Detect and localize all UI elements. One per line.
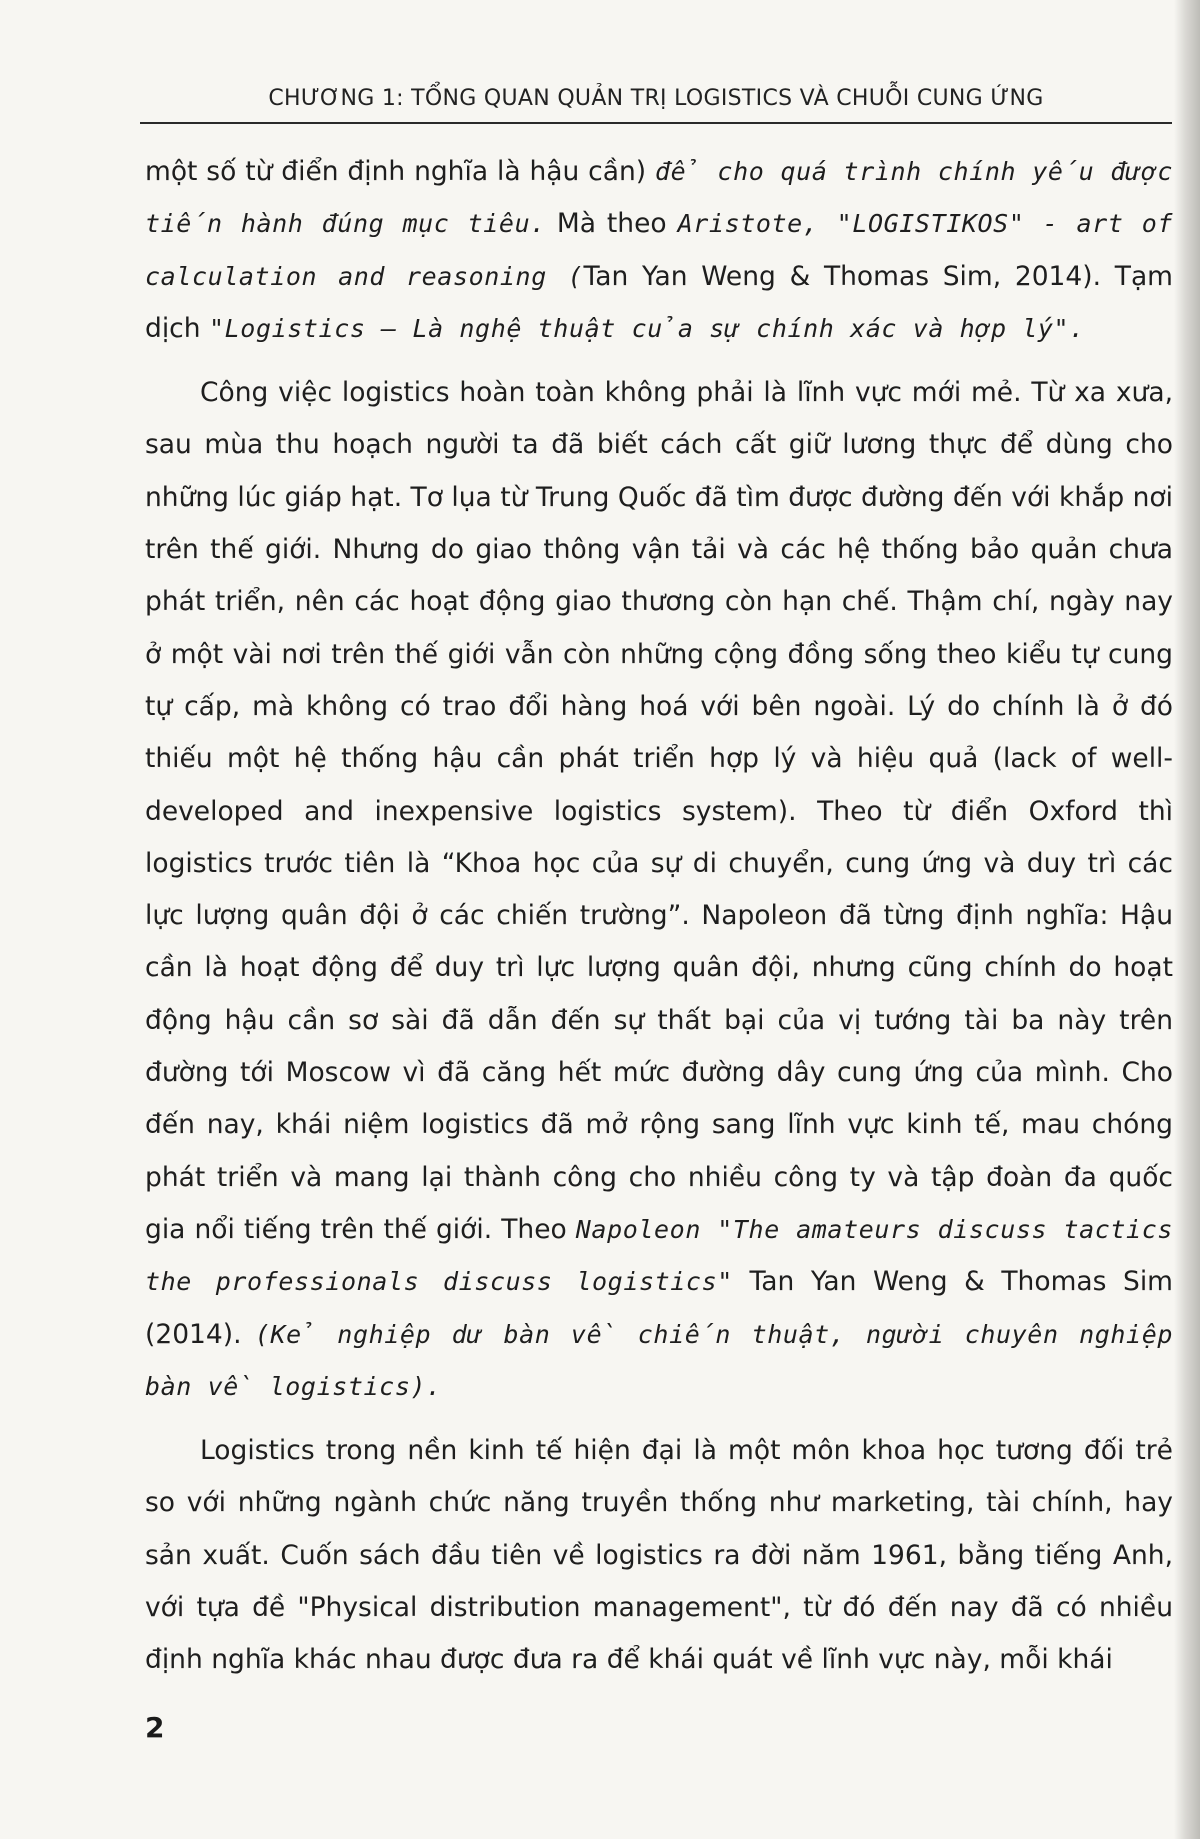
italic-text-segment: Aristote, "LOGISTIKOS" - art of calculation and reasoning ( — [145, 209, 1173, 291]
italic-text-segment: để cho quá trình chính yếu được tiến hành đúng mục tiêu. — [145, 157, 1173, 239]
text-segment: một số từ điển định nghĩa là hậu cần) — [145, 156, 655, 187]
text-segment: Logistics trong nền kinh tế hiện đại là một môn khoa học tương đối trẻ so với những ngành chức năng truyền thống như marketing, tài chính, hay sản xuất. Cuốn sách đầu tiên về logistics ra đời năm 1961, bằng tiếng Anh, với tựa đề "Physical distribution management", từ đó đến nay đã có nhiều định nghĩa khác nhau được đưa ra để khái quát về lĩnh vực này, mỗi khái — [145, 1435, 1173, 1676]
italic-text-segment: (Kẻ nghiệp dư bàn về chiến thuật, người chuyên nghiệp bàn về logistics). — [145, 1319, 1174, 1401]
book-spine-shadow — [1174, 0, 1200, 1839]
paragraph — [145, 1425, 1173, 1686]
chapter-header: CHƯƠNG 1: TỔNG QUAN QUẢN TRỊ LOGISTICS VÀ CHUỖI CUNG ỨNG — [268, 86, 1044, 111]
text-segment: Tan Yan Weng & Thomas Sim, 2014). Tạm dịch — [145, 260, 1173, 344]
paragraph — [145, 367, 1173, 1413]
text-segment: Công việc logistics hoàn toàn không phải là lĩnh vực mới mẻ. Từ xa xưa, sau mùa thu hoạch người ta đã biết cách cất giữ lương thực để dùng cho những lúc giáp hạt. Tơ lụa từ Trung Quốc đã tìm được đường đến với khắp nơi trên thế giới. Nhưng do giao thông vận tải và các hệ thống bảo quản chưa phát triển, nên các hoạt động giao thương còn hạn chế. Thậm chí, ngày nay ở một vài nơi trên thế giới vẫn còn những cộng đồng sống theo kiểu tự cung tự cấp, mà không có trao đổi hàng hoá với bên ngoài. Lý do chính là ở đó thiếu một hệ thống hậu cần phát triển hợp lý và hiệu quả (lack of well-developed and inexpensive logistics system). Theo từ điển Oxford thì logistics trước tiên là “Khoa học của sự di chuyển, cung ứng và duy trì các lực lượng quân đội ở các chiến trường”. Napoleon đã từng định nghĩa: Hậu cần là hoạt động để duy trì lực lượng quân đội, nhưng cũng chính do hoạt động hậu cần sơ sài đã dẫn đến sự thất bại của vị tướng tài ba này trên đường tới Moscow vì đã căng hết mức đường dây cung ứng của mình. Cho đến nay, khái niệm logistics đã mở rộng sang lĩnh vực kinh tế, mau chóng phát triển và mang lại thành công cho nhiều công ty và tập đoàn đa quốc gia nổi tiếng trên thế giới. Theo — [145, 377, 1173, 1245]
page-body — [145, 146, 1173, 1687]
text-segment: Mà theo — [545, 208, 678, 240]
italic-text-segment: "Logistics – Là nghệ thuật của sự chính xác và hợp lý". — [208, 313, 1085, 343]
italic-text-segment: Napoleon "The amateurs discuss tactics the professionals discuss logistics" — [145, 1214, 1173, 1297]
text-segment: Tan Yan Weng & Thomas Sim (2014). — [145, 1266, 1173, 1350]
header-rule — [140, 122, 1172, 124]
page-number: 2 — [145, 1711, 165, 1744]
paragraph — [145, 146, 1173, 355]
